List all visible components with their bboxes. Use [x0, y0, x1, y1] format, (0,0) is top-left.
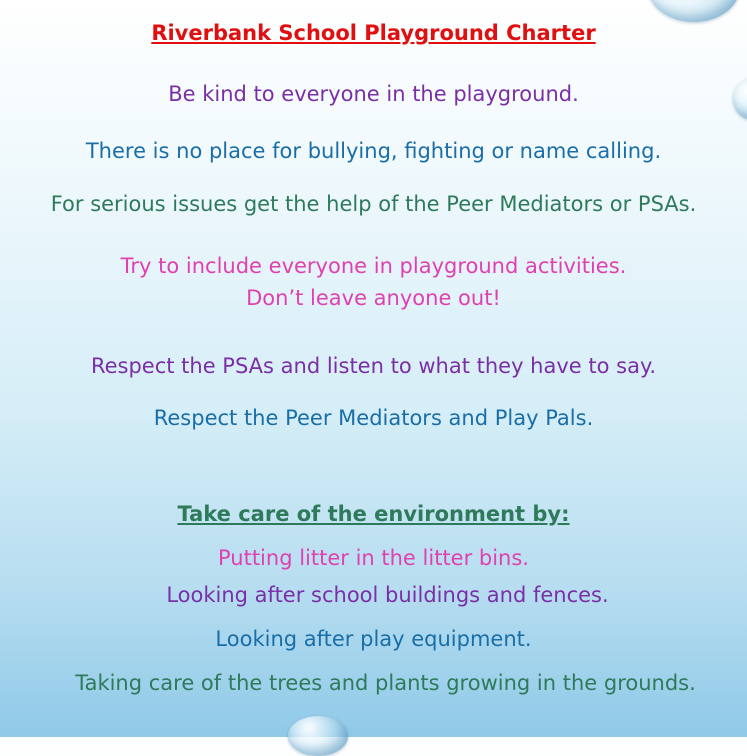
- page-title: Riverbank School Playground Charter: [151, 21, 596, 45]
- charter-rule-serious-issues: For serious issues get the help of the Peer Mediators or PSAs.: [50, 192, 697, 216]
- decorative-bubble-bottom: [288, 716, 348, 756]
- environment-item-trees: Taking care of the trees and plants growing in the grounds.: [75, 671, 696, 695]
- charter-rule-respect-psas: Respect the PSAs and listen to what they have to say.: [90, 354, 657, 378]
- environment-item-buildings: Looking after school buildings and fences.: [166, 583, 609, 607]
- charter-rule-no-bullying: There is no place for bullying, fighting or name calling.: [85, 139, 662, 163]
- charter-rule-include-everyone: Try to include everyone in playground activities.: [120, 254, 627, 278]
- environment-heading: Take care of the environment by:: [177, 502, 570, 526]
- environment-item-equipment: Looking after play equipment.: [215, 627, 532, 651]
- environment-item-litter: Putting litter in the litter bins.: [217, 546, 529, 570]
- charter-rule-dont-leave-out: Don’t leave anyone out!: [246, 286, 501, 310]
- charter-rule-respect-mediators: Respect the Peer Mediators and Play Pals.: [153, 406, 594, 430]
- charter-rule-kindness: Be kind to everyone in the playground.: [168, 82, 579, 106]
- decorative-bubble-top-right: [648, 0, 740, 22]
